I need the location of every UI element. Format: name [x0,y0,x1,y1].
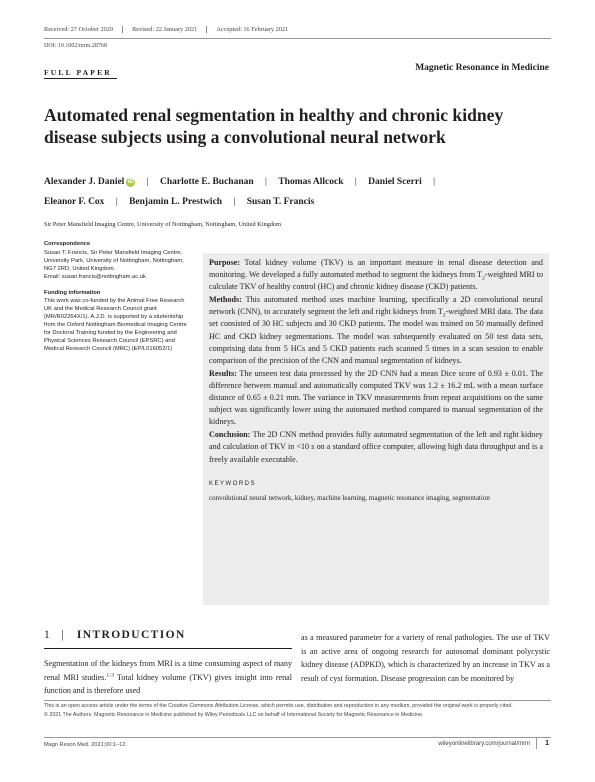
section-underline [44,648,292,649]
body-text: Segmentation of the kidneys from MRI is a time consuming aspect of many renal MRI studies. [44,659,292,682]
body-column-left [44,657,292,698]
subscript: 2 [442,312,446,319]
journal-citation: Magn Reson Med. 2021;00:1–12. [44,742,128,748]
author-name[interactable]: Daniel Scerri [368,177,422,187]
footer-divider [44,737,551,738]
article-dates [44,26,306,33]
section-heading [44,629,186,641]
conclusion-text: The 2D CNN method provides fully automated segmentation of the left and right kidney and calculation of TKV in <10 s on a standard office computer, allowing high data throughput and is a freely available executable. [209,430,543,464]
author-name[interactable]: Alexander J. Daniel [44,177,125,187]
body-column-right [301,631,550,685]
correspondence-email[interactable]: Email: susan.francis@nottingham.ac.uk [44,273,146,280]
keywords-list: convolutional neural network, kidney, machine learning, magnetic resonance imaging, segmentation [209,493,490,502]
author-separator: | [233,197,236,207]
section-number: 1 [44,629,52,641]
abstract-methods [209,294,543,367]
body-text: as a measured parameter for a variety of renal pathologies. The use of TKV is an active area of ongoing research for autosomal dominant polycystic kidney disease (ADPKD), which is characterized by an increase in TKV as a result of cyst formation. Disease progression can be monitored by [301,633,550,683]
abstract-purpose [209,257,543,293]
methods-text-cont: -weighted MRI data. The data set consisted of 30 HC subjects and 30 CKD patients. The model was trained on 50 manually defined HC and CKD kidney segmentations. The model was subsequently evaluated on 50 test data sets, comprising data from 5 HCs and 5 CKD patients each scanned 5 times in a scan session to enable comparison of the precision of the CNN and manual segmentation of kidneys. [209,307,544,365]
affiliation: Sir Peter Mansfield Imaging Centre, University of Nottingham, Nottingham, United Kingdom [44,221,281,228]
accepted-date: Accepted: 16 February 2021 [216,26,289,33]
author-list [44,172,554,212]
license-note: This is an open access article under the terms of the Creative Commons Attribution License, which permits use, distribution and reproduction in any medium, provided the original work is properly cited. [44,703,513,709]
doi[interactable]: DOI: 10.1002/mrm.28768 [44,43,107,49]
author-separator: | [433,177,436,187]
revised-date: Revised: 22 January 2021 [132,26,207,33]
abstract-conclusion [209,429,543,465]
received-date: Received: 27 October 2020 [44,26,123,33]
page-number: 1 [545,740,549,747]
results-label: Results: [209,368,237,378]
methods-label: Methods: [209,295,242,305]
author-separator: | [115,197,118,207]
author-name[interactable]: Eleanor F. Cox [44,197,105,207]
funding-heading: Funding information [44,289,101,296]
article-sidebar [44,241,189,362]
author-name[interactable]: Benjamin L. Prestwich [129,197,223,207]
correspondence-heading: Correspondence [44,241,91,247]
paper-type-label: FULL PAPER [44,68,112,77]
results-text: The unseen test data processed by the 2D CNN had a mean Dice score of 0.93 ± 0.01. The difference between manual and automatically computed TKV was 1.2 ± 16.2 mL with a mean surface distance of 0.65 ± 0.21 mm. The variance in TKV measurements from repeat acquisitions on the same subject was significantly lower using the automated method compared to manual segmentation of the kidneys. [209,368,543,427]
copyright-note: © 2021 The Authors. Magnetic Resonance in Medicine published by Wiley Periodicals LLC on behalf of International Society for Magnetic Resonance in Medicine. [44,712,424,718]
body-text-cont: Total kidney volume (TKV) gives insight into renal function and is therefore used [44,672,292,696]
citation-ref[interactable]: 1-3 [106,671,114,678]
header-divider [44,38,551,39]
subscript: 2 [481,275,485,282]
purpose-text-cont: -weighted MRI to calculate TKV of healthy control (HC) and chronic kidney disease (CKD) patients. [209,270,543,292]
orcid-icon[interactable]: iD [127,179,134,185]
journal-name: Magnetic Resonance in Medicine [415,63,549,73]
funding-text: This work was co-funded by the Animal Free Research UK and the Medical Research Council grant (MR/R02264X/1). A.J.D. is supported by a studentship from the Oxford Nottingham Biomedical Imaging Centre for Doctoral Training funded by the Engineering and Physical Sciences Research Council (EPSRC) and Medical Research Council (MRC) (EP/L016052/1) [44,298,187,352]
footnote-divider [44,700,551,701]
purpose-text: Total kidney volume (TKV) is an important measure in renal disease detection and monitoring. We developed a fully automated method to segment the kidneys from T [209,258,543,280]
keywords-heading: KEYWORDS [209,480,257,487]
section-title: INTRODUCTION [76,629,186,641]
author-name[interactable]: Thomas Allcock [278,177,344,187]
correspondence-text: Susan T. Francis, Sir Peter Mansfield Imaging Centre, University Park, University of Nottingham, Nottingham, NG7 2RD, United Kingdom. [44,249,184,272]
author-separator: | [146,177,149,187]
paper-type-underline [44,78,117,79]
author-name[interactable]: Susan T. Francis [246,197,315,207]
author-name[interactable]: Charlotte E. Buchanan [159,177,254,187]
abstract-box [203,253,549,605]
article-title: Automated renal segmentation in healthy and chronic kidney disease subjects using a convolutional neural network [44,105,504,147]
journal-url[interactable]: wileyonlinelibrary.com/journal/mrm [438,741,530,747]
author-separator: | [265,177,267,187]
abstract-results [209,368,543,428]
author-separator: | [354,177,357,187]
purpose-label: Purpose: [209,258,241,267]
section-separator: | [61,629,65,641]
page-number-divider [536,737,537,749]
conclusion-label: Conclusion: [209,430,251,440]
footnotes [44,703,550,721]
methods-text: This automated method uses machine learning, specifically a 2D convolutional neural network (CNN), to accurately segment the left and right kidneys from T [209,295,543,317]
